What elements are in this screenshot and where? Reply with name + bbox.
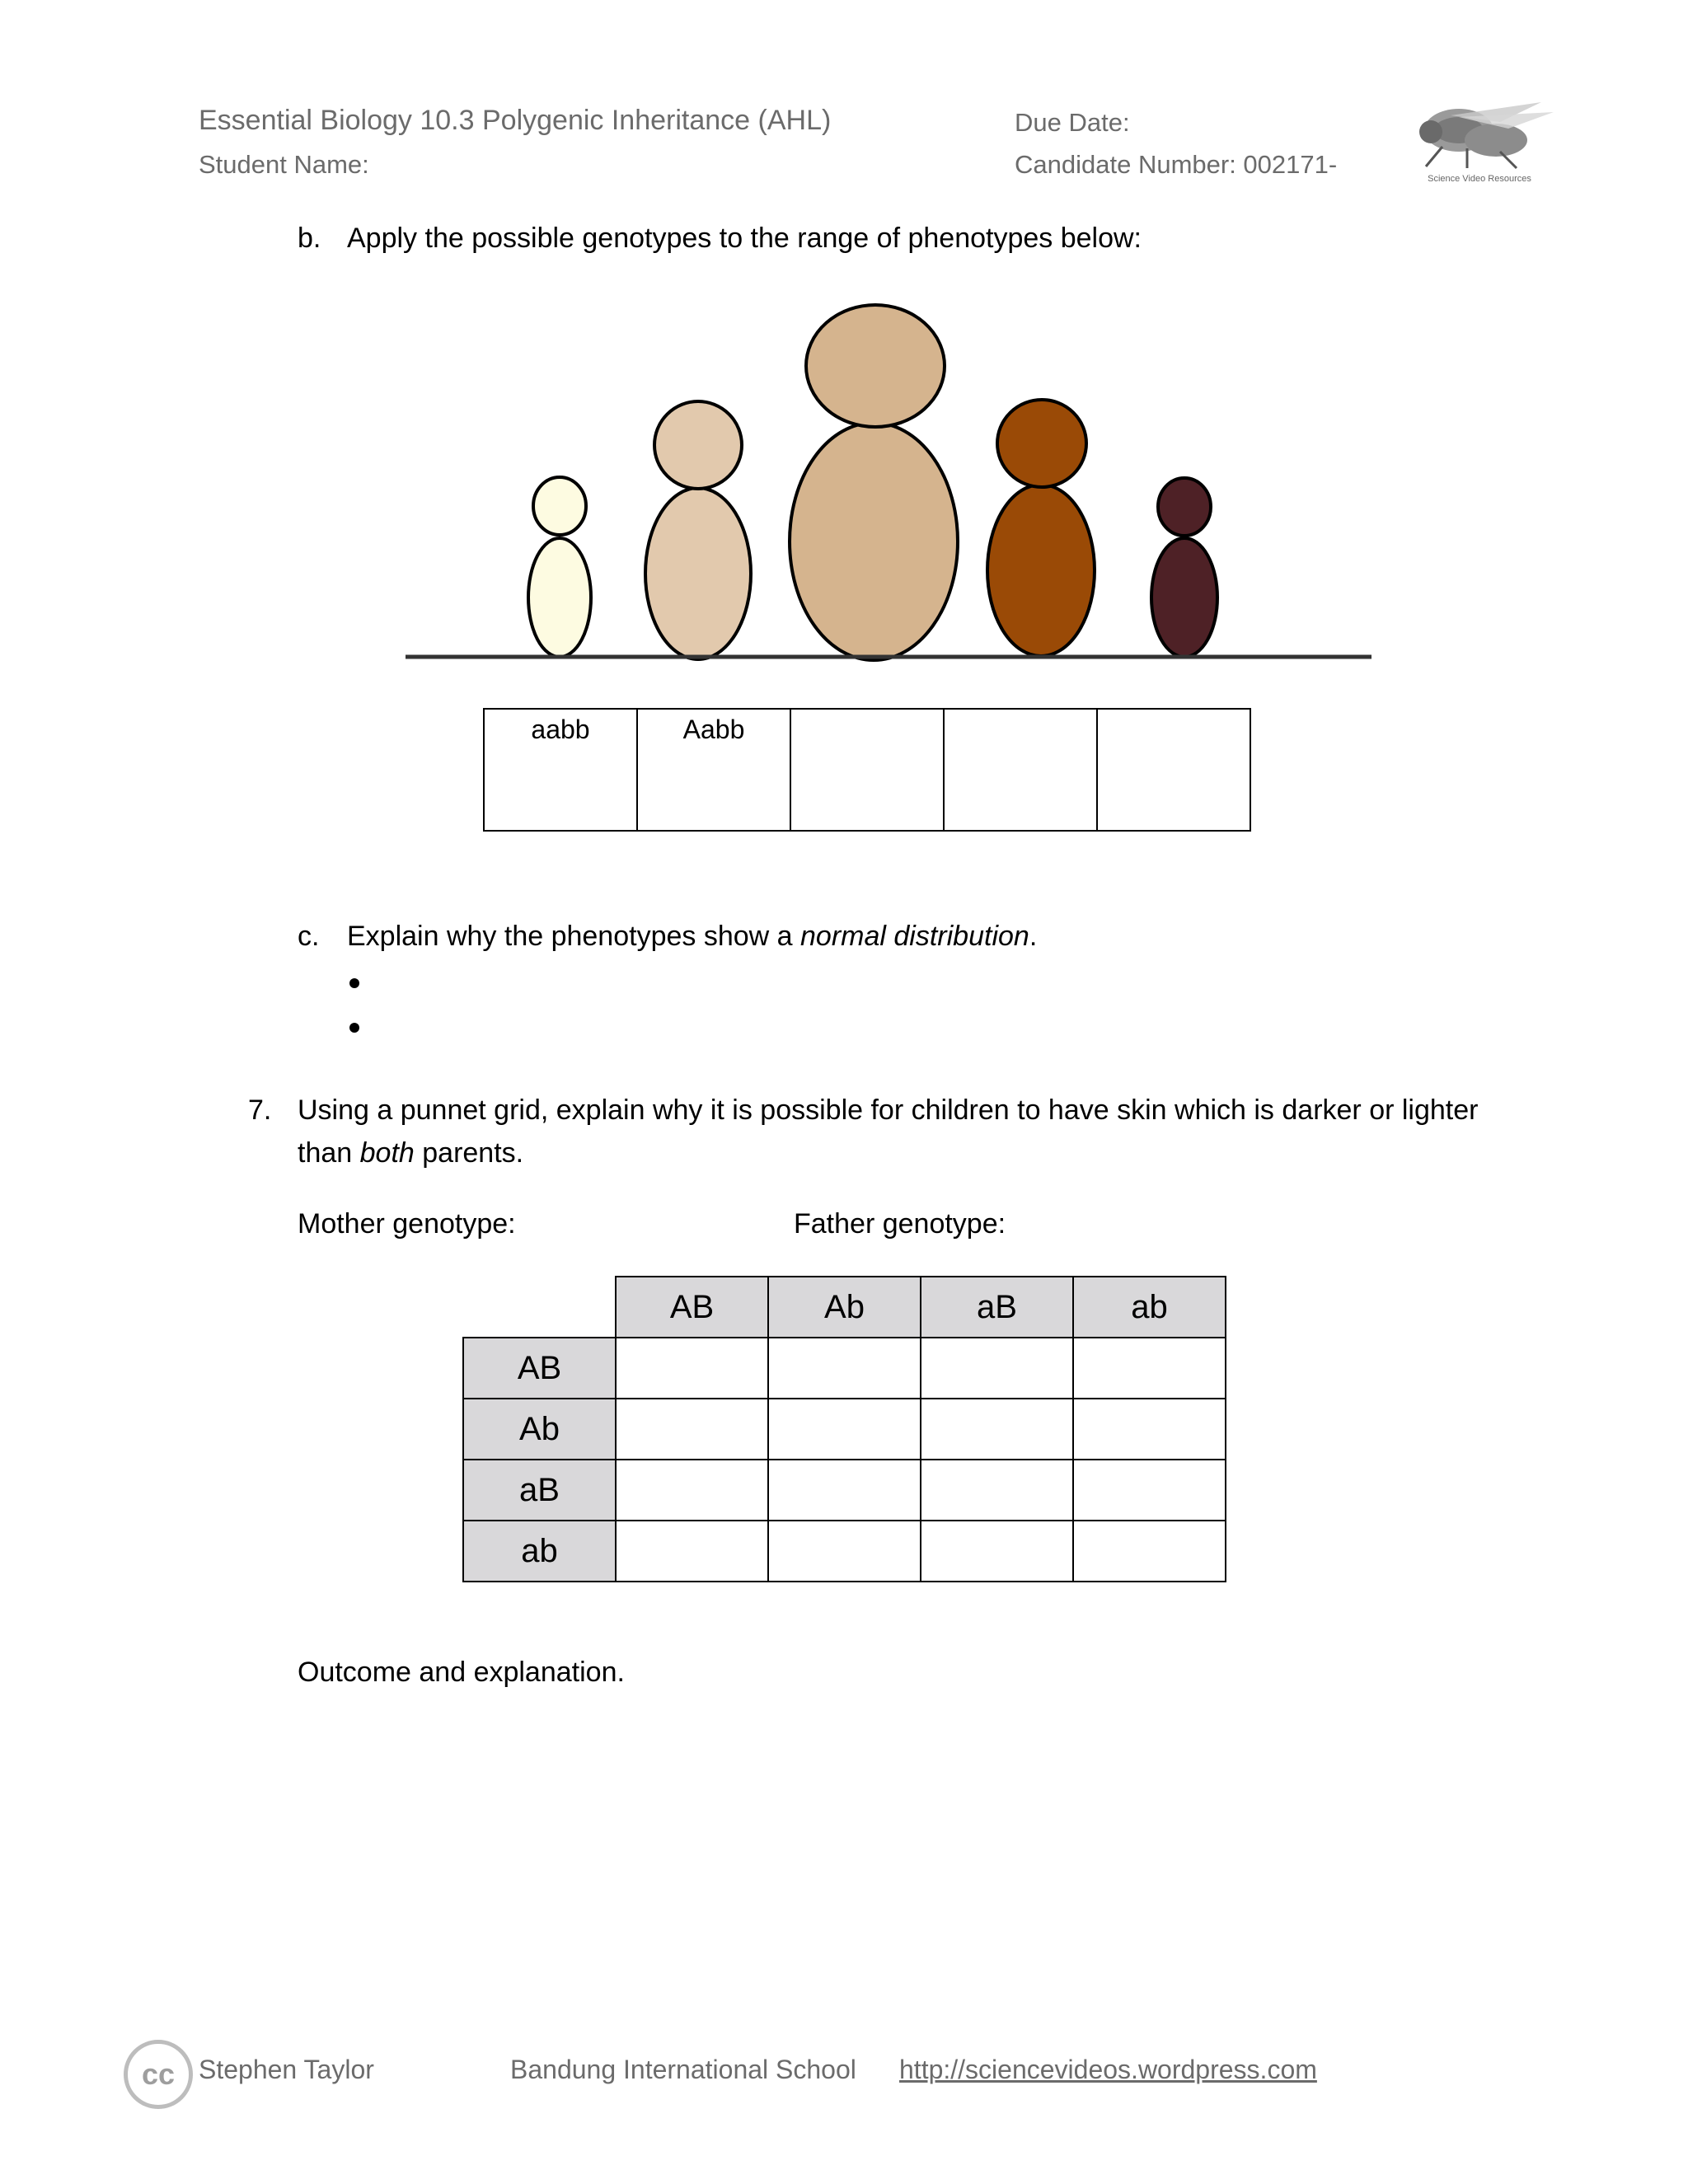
question-b-marker: b. (298, 223, 321, 254)
punnett-column-header: ab (1073, 1277, 1226, 1338)
footer-url-link[interactable]: http://sciencevideos.wordpress.com (899, 2055, 1317, 2084)
punnett-cell (768, 1460, 921, 1521)
punnett-row-header: aB (463, 1460, 616, 1521)
punnett-cell (616, 1338, 768, 1399)
punnett-cell (1073, 1521, 1226, 1582)
fly-icon (1401, 97, 1558, 171)
question-b-text: Apply the possible genotypes to the range of phenotypes below: (347, 223, 1142, 254)
question-c-text-after: . (1029, 921, 1038, 952)
phenotype-figure-2 (645, 401, 751, 659)
footer-school: Bandung International School (510, 2055, 856, 2084)
question-7-line-2-italic: both (359, 1137, 415, 1169)
question-c-marker: c. (298, 921, 320, 952)
punnett-cell (921, 1521, 1073, 1582)
punnett-cell (921, 1338, 1073, 1399)
question-c-text (347, 921, 1037, 953)
figure-1-head (533, 477, 586, 535)
creative-commons-icon: cc (124, 2040, 193, 2109)
figure-2-body (645, 488, 751, 659)
genotype-answer-table (483, 708, 1251, 832)
punnett-cell (768, 1521, 921, 1582)
figure-3-head (806, 305, 945, 427)
bullet-point (349, 1023, 359, 1033)
punnett-row-header: AB (463, 1338, 616, 1399)
punnett-corner (463, 1277, 616, 1338)
figure-1-body (528, 538, 591, 657)
due-date-label: Due Date: (1015, 108, 1130, 137)
punnett-cell (1073, 1399, 1226, 1460)
figure-3-body (790, 423, 958, 660)
outcome-explanation-label: Outcome and explanation. (298, 1657, 625, 1688)
figure-4-head (997, 400, 1086, 487)
student-name-label: Student Name: (199, 150, 369, 179)
logo-caption: Science Video Resources (1428, 174, 1531, 184)
punnett-cell (921, 1399, 1073, 1460)
document-title: Essential Biology 10.3 Polygenic Inheritance (AHL) (199, 105, 832, 136)
question-7-number: 7. (248, 1094, 272, 1126)
candidate-number-label: Candidate Number: 002171- (1015, 150, 1338, 179)
genotype-cell (944, 709, 1097, 831)
phenotype-figure-5 (1151, 478, 1217, 657)
punnett-cell (768, 1399, 921, 1460)
punnett-cell (768, 1338, 921, 1399)
phenotype-figures (396, 297, 1376, 668)
phenotype-figure-4 (987, 400, 1095, 656)
question-7-line-2 (298, 1137, 523, 1169)
father-genotype-label: Father genotype: (794, 1208, 1006, 1240)
punnett-cell (921, 1460, 1073, 1521)
genotype-cell (790, 709, 944, 831)
genotype-cell: aabb (484, 709, 637, 831)
figure-4-body (987, 485, 1095, 656)
punnett-row-header: ab (463, 1521, 616, 1582)
phenotype-figure-3 (790, 305, 958, 660)
bullet-point (349, 978, 359, 988)
figure-2-head (654, 401, 742, 489)
punnett-column-header: AB (616, 1277, 768, 1338)
footer-author: Stephen Taylor (199, 2055, 374, 2084)
punnett-column-header: Ab (768, 1277, 921, 1338)
punnett-cell (1073, 1460, 1226, 1521)
figure-5-body (1151, 538, 1217, 657)
phenotype-figure-1 (528, 477, 591, 657)
punnett-cell (616, 1460, 768, 1521)
figure-5-head (1158, 478, 1211, 536)
punnett-cell (616, 1399, 768, 1460)
question-7-line-1: Using a punnet grid, explain why it is possible for children to have skin which is darker or lighter (298, 1094, 1479, 1126)
mother-genotype-label: Mother genotype: (298, 1208, 516, 1240)
punnett-grid (462, 1276, 1226, 1582)
punnett-cell (616, 1521, 768, 1582)
genotype-cell: Aabb (637, 709, 790, 831)
punnett-cell (1073, 1338, 1226, 1399)
question-c-text-italic: normal distribution (800, 921, 1029, 952)
punnett-column-header: aB (921, 1277, 1073, 1338)
question-c-text-before: Explain why the phenotypes show a (347, 921, 801, 952)
question-7-line-2-after: parents. (414, 1137, 524, 1169)
punnett-row-header: Ab (463, 1399, 616, 1460)
question-7-line-2-before: than (298, 1137, 360, 1169)
science-video-resources-logo (1401, 97, 1558, 184)
genotype-cell (1097, 709, 1250, 831)
